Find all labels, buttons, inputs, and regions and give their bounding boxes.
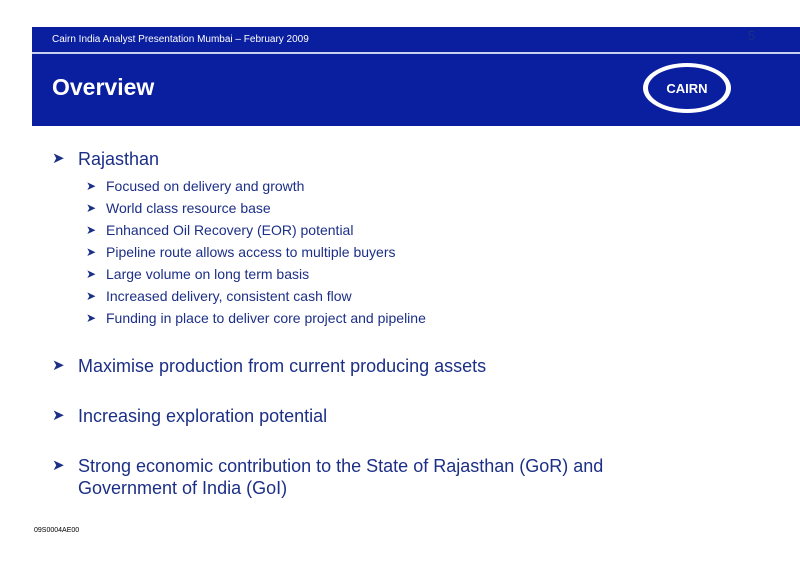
bullet-text: Strong economic contribution to the State of Rajasthan (GoR) and Government of India (GoI) bbox=[78, 456, 604, 498]
sub-bullet-text: Pipeline route allows access to multiple buyers bbox=[106, 244, 396, 260]
arrow-bullet-icon: ➤ bbox=[52, 407, 65, 424]
bullet-rajasthan bbox=[52, 148, 752, 170]
bullet-production bbox=[52, 355, 752, 377]
arrow-bullet-icon: ➤ bbox=[52, 457, 65, 474]
page-number: 5 bbox=[747, 28, 755, 43]
arrow-bullet-icon: ➤ bbox=[86, 223, 97, 237]
arrow-bullet-icon: ➤ bbox=[52, 357, 65, 374]
bullet-text: Increasing exploration potential bbox=[78, 406, 328, 426]
document-code: 09S0004AE00 bbox=[34, 527, 80, 534]
arrow-bullet-icon: ➤ bbox=[86, 179, 97, 193]
bullet-economic-contribution bbox=[52, 455, 752, 499]
bullet-text: Maximise production from current producing assets bbox=[78, 356, 487, 376]
sub-bullet bbox=[86, 309, 752, 331]
sub-bullet bbox=[86, 177, 752, 199]
sub-bullet-text: Focused on delivery and growth bbox=[106, 178, 305, 194]
sub-bullet bbox=[86, 221, 752, 243]
arrow-bullet-icon: ➤ bbox=[52, 150, 65, 167]
header-stripe bbox=[32, 52, 800, 54]
slide-title: Overview bbox=[52, 74, 155, 100]
sub-bullet bbox=[86, 199, 752, 221]
sub-bullet bbox=[86, 243, 752, 265]
arrow-bullet-icon: ➤ bbox=[86, 245, 97, 259]
sub-bullet-text: Increased delivery, consistent cash flow bbox=[106, 288, 352, 304]
arrow-bullet-icon: ➤ bbox=[86, 311, 97, 325]
sub-bullet-text: Funding in place to deliver core project and pipeline bbox=[106, 310, 426, 326]
sub-bullet-text: Enhanced Oil Recovery (EOR) potential bbox=[106, 222, 354, 238]
bullet-exploration bbox=[52, 405, 752, 427]
arrow-bullet-icon: ➤ bbox=[86, 267, 97, 281]
logo-text: CAIRN bbox=[666, 81, 708, 96]
sub-bullet bbox=[86, 265, 752, 287]
sub-bullet-text: Large volume on long term basis bbox=[106, 266, 310, 282]
slide-content bbox=[52, 148, 752, 499]
bullet-text: Rajasthan bbox=[78, 149, 160, 169]
arrow-bullet-icon: ➤ bbox=[86, 201, 97, 215]
presentation-subtitle: Cairn India Analyst Presentation Mumbai – February 2009 bbox=[52, 34, 309, 45]
cairn-logo bbox=[640, 60, 734, 116]
sub-bullet-text: World class resource base bbox=[106, 200, 271, 216]
top-bar bbox=[0, 0, 800, 27]
sub-bullet bbox=[86, 287, 752, 309]
arrow-bullet-icon: ➤ bbox=[86, 289, 97, 303]
